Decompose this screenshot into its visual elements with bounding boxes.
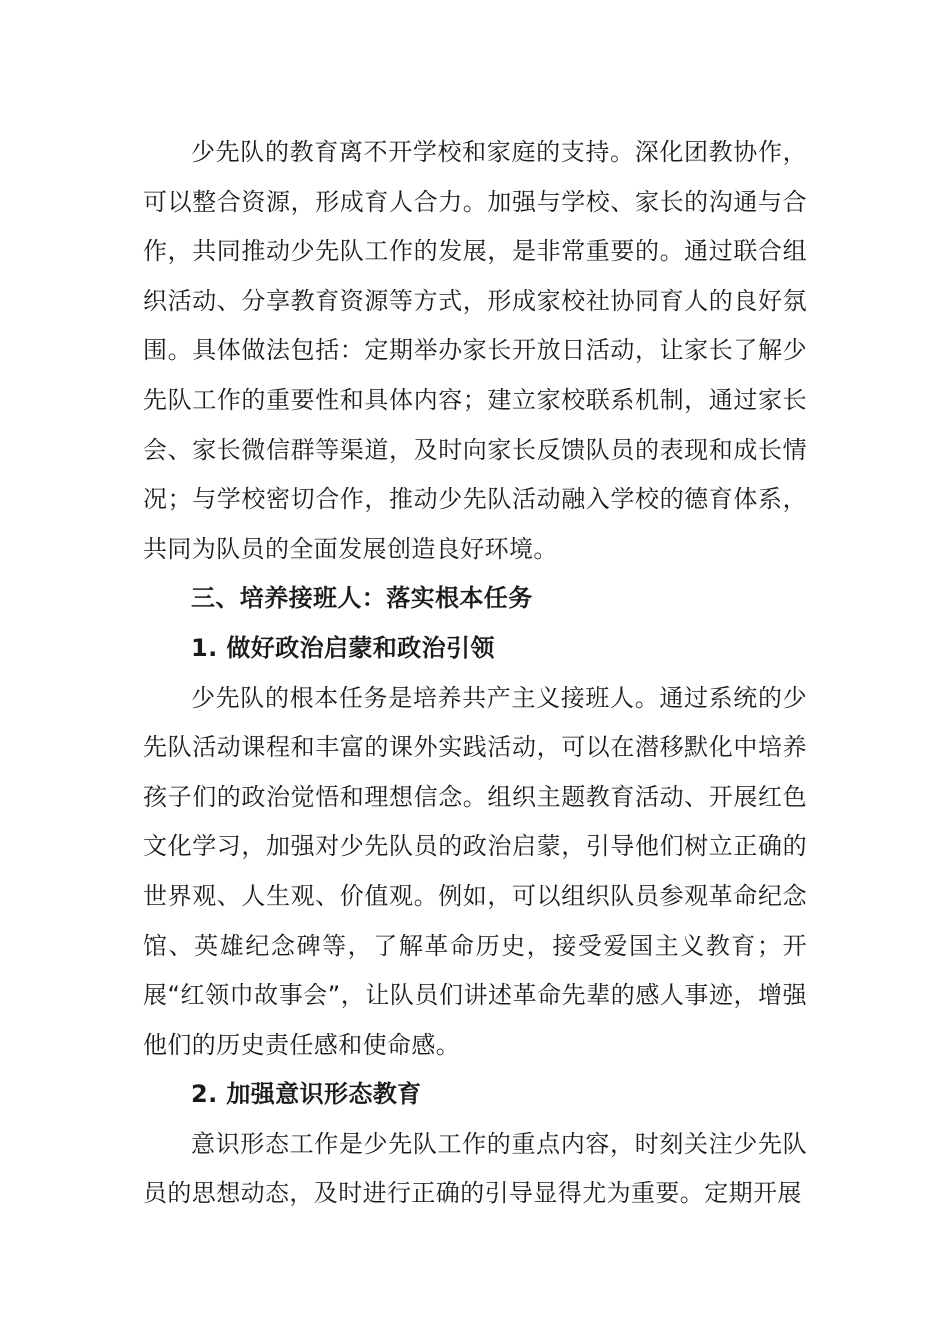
subsection-heading: 2. 加强意识形态教育 <box>191 1080 422 1109</box>
body-paragraph: 少先队的根本任务是培养共产主义接班人。通过系统的少先队活动课程和丰富的课外实践活动，可以在潜移默化中培养孩子们的政治觉悟和理想信念。组织主题教育活动、开展红色文化学习，加强对少先队员的政治启蒙，引导他们树立正确的世界观、人生观、价值观。例如，可以组织队员参观革命纪念馆、英雄纪念碑等，了解革命历史，接受爱国主义教育；开展“红领巾故事会”，让队员们讲述革命先辈的感人事迹，增强他们的历史责任感和使命感。 <box>143 683 807 1059</box>
document-page <box>143 128 807 1219</box>
body-paragraph: 少先队的教育离不开学校和家庭的支持。深化团教协作，可以整合资源，形成育人合力。加强与学校、家长的沟通与合作，共同推动少先队工作的发展，是非常重要的。通过联合组织活动、分享教育资源等方式，形成家校社协同育人的良好氛围。具体做法包括：定期举办家长开放日活动，让家长了解少先队工作的重要性和具体内容；建立家校联系机制，通过家长会、家长微信群等渠道，及时向家长反馈队员的表现和成长情况；与学校密切合作，推动少先队活动融入学校的德育体系，共同为队员的全面发展创造良好环境。 <box>143 138 807 563</box>
section-heading: 三、培养接班人：落实根本任务 <box>191 584 533 613</box>
subsection-heading: 1. 做好政治启蒙和政治引领 <box>191 633 495 662</box>
body-paragraph: 意识形态工作是少先队工作的重点内容，时刻关注少先队员的思想动态，及时进行正确的引导显得尤为重要。定期开展 <box>143 1129 807 1208</box>
